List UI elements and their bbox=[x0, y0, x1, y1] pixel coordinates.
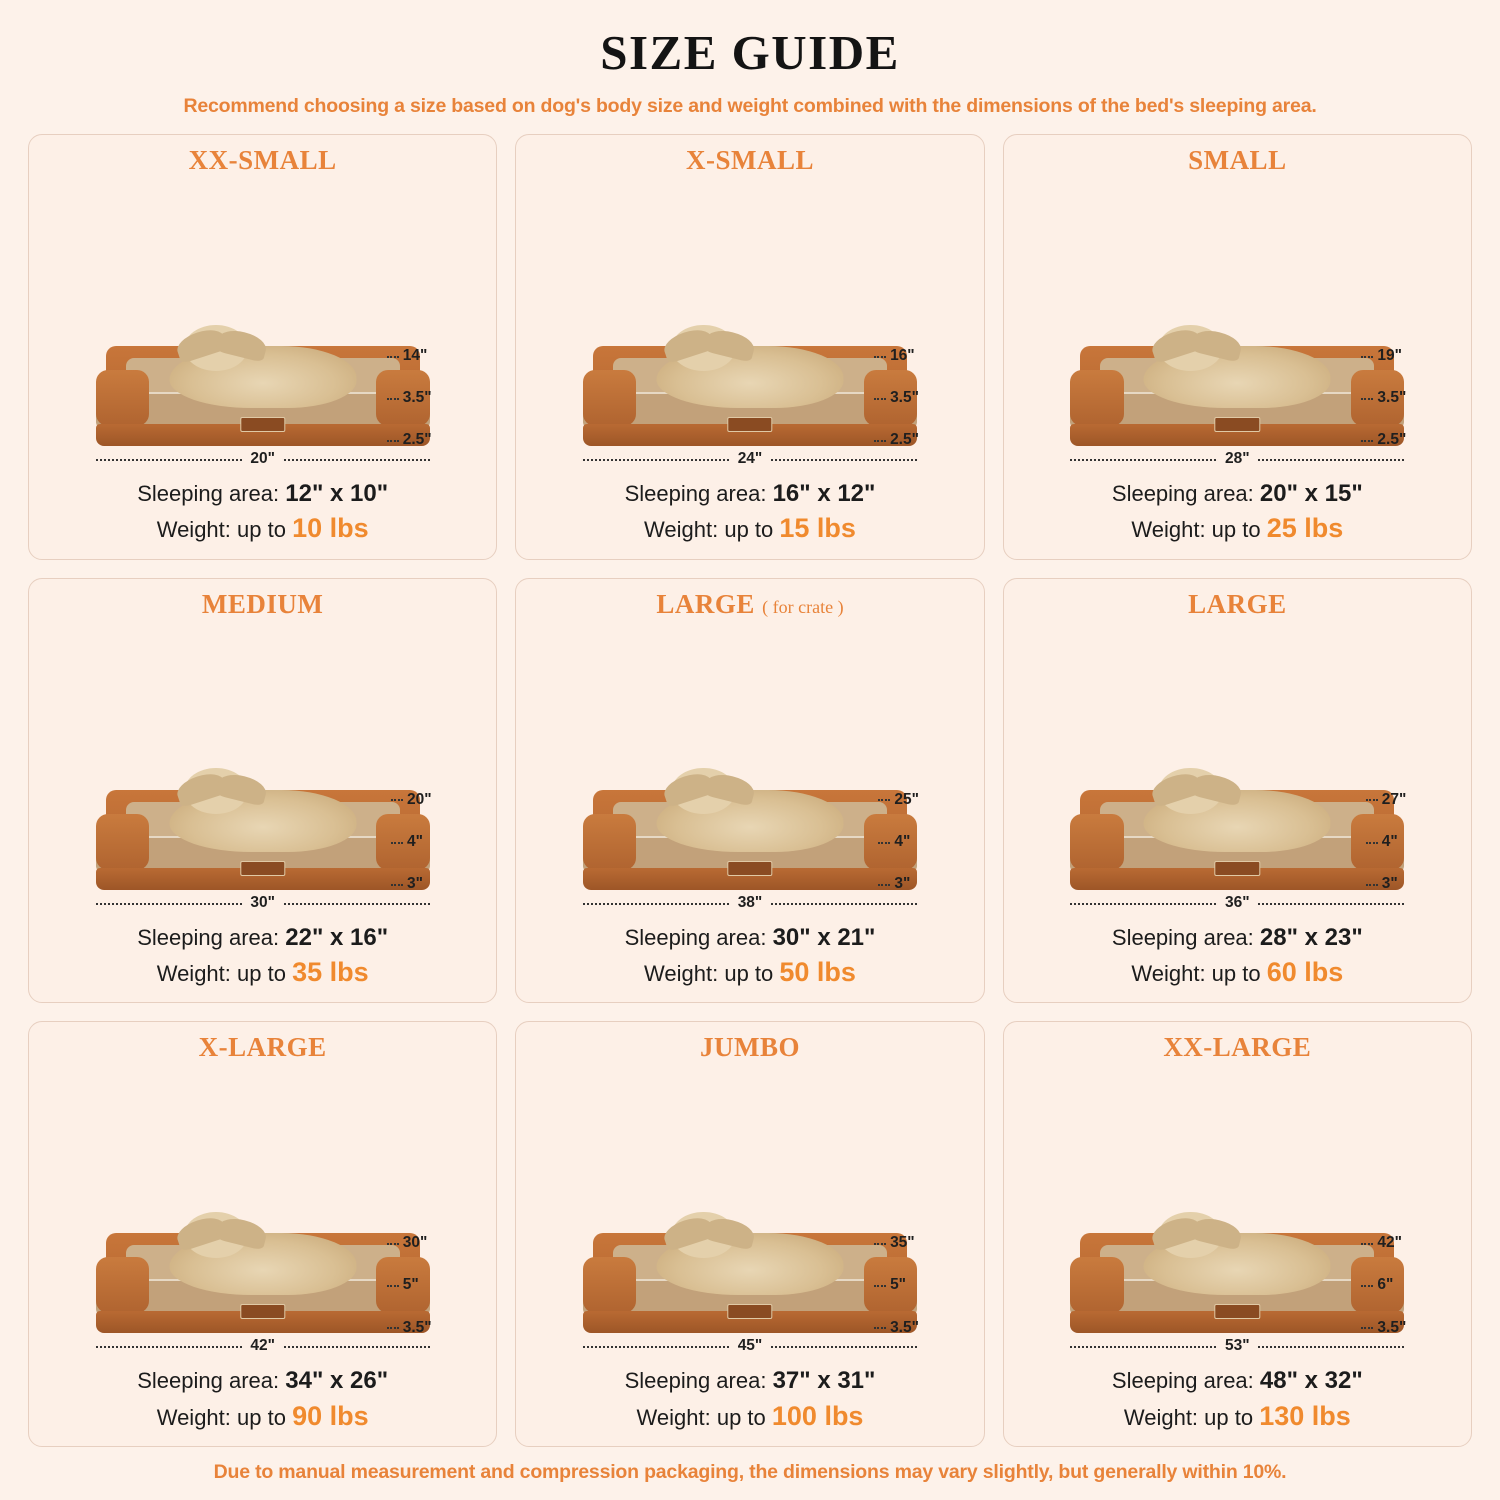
bed-bolster-left bbox=[1070, 814, 1123, 870]
bed-illustration bbox=[583, 346, 917, 468]
sleeping-area-label: Sleeping area: bbox=[137, 924, 280, 950]
sleeping-area-line bbox=[37, 1365, 488, 1397]
sleeping-area-label: Sleeping area: bbox=[137, 1368, 280, 1394]
card-title bbox=[1163, 1032, 1311, 1063]
weight-line bbox=[1012, 510, 1463, 546]
dimension-depth: 20" bbox=[391, 792, 432, 808]
dimension-base: 3.5" bbox=[1361, 1320, 1406, 1336]
sleeping-area-label: Sleeping area: bbox=[137, 480, 280, 506]
card-size-name: X-LARGE bbox=[198, 1032, 327, 1063]
dimension-depth: 14" bbox=[387, 348, 428, 364]
dimension-base: 3" bbox=[391, 876, 423, 892]
height-dimensions bbox=[1366, 792, 1407, 892]
dimension-width-value: 42" bbox=[242, 1337, 283, 1354]
size-card bbox=[1003, 1021, 1472, 1447]
dog-bed-graphic bbox=[1070, 1233, 1407, 1336]
dimension-width-value: 30" bbox=[242, 894, 283, 911]
sleeping-area-label: Sleeping area: bbox=[624, 480, 767, 506]
weight-value: 15 lbs bbox=[779, 513, 856, 544]
pet-photo bbox=[1144, 1233, 1331, 1295]
weight-value: 60 lbs bbox=[1266, 956, 1344, 987]
bed-figure bbox=[1012, 178, 1463, 472]
card-size-name: LARGE bbox=[1188, 588, 1287, 619]
dimension-depth: 27" bbox=[1366, 792, 1407, 808]
page-title: SIZE GUIDE bbox=[600, 25, 900, 80]
weight-label: Weight: up to bbox=[156, 517, 286, 543]
card-specs bbox=[1012, 1365, 1463, 1434]
dog-bed-graphic bbox=[1070, 346, 1407, 449]
weight-line bbox=[524, 510, 975, 546]
sleeping-area-line bbox=[1012, 478, 1463, 510]
height-dimensions bbox=[387, 348, 432, 448]
dimension-base: 3.5" bbox=[387, 1320, 432, 1336]
sleeping-area-line bbox=[1012, 922, 1463, 954]
bed-bolster-left bbox=[583, 1257, 636, 1313]
card-title bbox=[189, 145, 337, 176]
dimension-width-value: 38" bbox=[730, 894, 771, 911]
sleeping-area-value: 20" x 15" bbox=[1259, 479, 1363, 507]
bed-brand-tag bbox=[1215, 417, 1260, 432]
bed-illustration bbox=[1070, 346, 1407, 468]
card-specs bbox=[1012, 922, 1463, 991]
bed-figure bbox=[524, 1065, 975, 1359]
bed-bolster-left bbox=[583, 370, 636, 426]
card-title bbox=[1188, 145, 1287, 176]
dimension-base: 2.5" bbox=[387, 432, 432, 448]
dimension-bolster: 5" bbox=[387, 1277, 419, 1293]
dimension-bolster: 6" bbox=[1361, 1277, 1393, 1293]
size-card bbox=[28, 134, 497, 560]
bed-illustration bbox=[96, 1233, 430, 1355]
dog-bed-graphic bbox=[96, 790, 430, 890]
weight-label: Weight: up to bbox=[1123, 1404, 1254, 1430]
weight-label: Weight: up to bbox=[1131, 517, 1261, 543]
card-size-name: JUMBO bbox=[699, 1032, 800, 1063]
dimension-bolster: 5" bbox=[874, 1277, 906, 1293]
size-card bbox=[515, 134, 984, 560]
weight-line bbox=[1012, 954, 1463, 990]
card-size-name: X-SMALL bbox=[685, 145, 814, 175]
weight-label: Weight: up to bbox=[156, 960, 286, 986]
bed-figure bbox=[37, 1065, 488, 1359]
sleeping-area-line bbox=[1012, 1365, 1463, 1397]
weight-line bbox=[524, 1398, 975, 1434]
pet-photo bbox=[1144, 790, 1331, 852]
bed-bolster-left bbox=[583, 814, 636, 870]
bed-illustration bbox=[1070, 790, 1407, 912]
dimension-depth: 42" bbox=[1361, 1235, 1402, 1251]
sleeping-area-value: 37" x 31" bbox=[772, 1367, 876, 1395]
dimension-depth: 25" bbox=[878, 792, 919, 808]
bed-figure bbox=[1012, 622, 1463, 916]
bed-figure bbox=[37, 622, 488, 916]
dimension-width bbox=[96, 1337, 430, 1355]
dog-bed-graphic bbox=[583, 346, 919, 449]
size-card bbox=[515, 578, 984, 1004]
bed-brand-tag bbox=[240, 417, 285, 432]
size-card-grid bbox=[28, 134, 1472, 1447]
weight-line bbox=[37, 1398, 488, 1434]
sleeping-area-value: 28" x 23" bbox=[1259, 923, 1363, 951]
weight-label: Weight: up to bbox=[636, 1404, 766, 1430]
bed-brand-tag bbox=[727, 417, 772, 432]
dimension-bolster: 4" bbox=[878, 834, 910, 850]
dimension-width-value: 28" bbox=[1217, 450, 1258, 467]
bed-figure bbox=[524, 622, 975, 916]
sleeping-area-label: Sleeping area: bbox=[1111, 924, 1254, 950]
height-dimensions bbox=[874, 1235, 919, 1335]
sleeping-area-line bbox=[37, 922, 488, 954]
sleeping-area-line bbox=[524, 922, 975, 954]
dimension-bolster: 3.5" bbox=[1361, 390, 1406, 406]
card-title bbox=[202, 589, 323, 620]
card-specs bbox=[524, 1365, 975, 1434]
height-dimensions bbox=[1361, 348, 1406, 448]
size-card bbox=[515, 1021, 984, 1447]
dimension-depth: 16" bbox=[874, 348, 915, 364]
bed-brand-tag bbox=[1215, 1304, 1260, 1319]
dimension-width bbox=[96, 894, 430, 912]
weight-value: 100 lbs bbox=[771, 1400, 864, 1431]
bed-brand-tag bbox=[240, 861, 285, 876]
weight-label: Weight: up to bbox=[156, 1404, 286, 1430]
dimension-width bbox=[583, 894, 917, 912]
dimension-base: 3" bbox=[1366, 876, 1398, 892]
dimension-width-value: 24" bbox=[730, 450, 771, 467]
size-card bbox=[28, 578, 497, 1004]
dog-bed-graphic bbox=[96, 346, 432, 449]
page-subtitle: Recommend choosing a size based on dog's body size and weight combined with the dimensions of the bed's sleeping area. bbox=[183, 95, 1317, 117]
card-specs bbox=[524, 478, 975, 547]
sleeping-area-line bbox=[524, 478, 975, 510]
pet-photo bbox=[656, 346, 843, 408]
card-size-name: MEDIUM bbox=[201, 588, 324, 619]
weight-value: 25 lbs bbox=[1266, 513, 1344, 544]
bed-figure bbox=[1012, 1065, 1463, 1359]
dimension-base: 3" bbox=[878, 876, 910, 892]
bed-figure bbox=[524, 178, 975, 472]
card-title bbox=[656, 589, 843, 620]
bed-bolster-left bbox=[96, 370, 149, 426]
dimension-depth: 30" bbox=[387, 1235, 428, 1251]
sleeping-area-value: 48" x 32" bbox=[1259, 1367, 1363, 1395]
weight-value: 50 lbs bbox=[779, 956, 856, 987]
dimension-width-value: 53" bbox=[1217, 1337, 1258, 1354]
dimension-depth: 19" bbox=[1361, 348, 1402, 364]
pet-photo bbox=[169, 790, 356, 852]
card-specs bbox=[37, 1365, 488, 1434]
height-dimensions bbox=[874, 348, 919, 448]
dimension-base: 2.5" bbox=[1361, 432, 1406, 448]
dog-bed-graphic bbox=[583, 790, 917, 890]
dimension-bolster: 4" bbox=[1366, 834, 1398, 850]
dog-bed-graphic bbox=[583, 1233, 919, 1336]
sleeping-area-value: 22" x 16" bbox=[285, 923, 389, 951]
dog-bed-graphic bbox=[1070, 790, 1407, 892]
dimension-width bbox=[583, 1337, 917, 1355]
footer-note: Due to manual measurement and compression packaging, the dimensions may vary slightly, but generally within 10%. bbox=[213, 1461, 1287, 1483]
bed-bolster-left bbox=[96, 814, 149, 870]
card-title bbox=[686, 145, 814, 176]
card-title bbox=[700, 1032, 800, 1063]
pet-photo bbox=[656, 1233, 843, 1295]
sleeping-area-label: Sleeping area: bbox=[624, 924, 767, 950]
dimension-width-value: 45" bbox=[730, 1337, 771, 1354]
card-specs bbox=[524, 922, 975, 991]
dimension-width bbox=[96, 450, 430, 468]
sleeping-area-value: 30" x 21" bbox=[772, 923, 876, 951]
card-size-name: XX-LARGE bbox=[1163, 1032, 1312, 1063]
dimension-width bbox=[1070, 450, 1404, 468]
dimension-bolster: 3.5" bbox=[387, 390, 432, 406]
weight-value: 130 lbs bbox=[1259, 1400, 1351, 1431]
bed-illustration bbox=[96, 790, 430, 912]
dimension-base: 2.5" bbox=[874, 432, 919, 448]
dog-bed-graphic bbox=[96, 1233, 432, 1336]
card-title bbox=[199, 1032, 327, 1063]
weight-line bbox=[37, 510, 488, 546]
bed-figure bbox=[37, 178, 488, 472]
height-dimensions bbox=[391, 792, 432, 892]
dimension-width bbox=[1070, 894, 1404, 912]
dimension-width bbox=[1070, 1337, 1404, 1355]
pet-photo bbox=[1144, 346, 1331, 408]
pet-photo bbox=[656, 790, 843, 852]
weight-value: 10 lbs bbox=[292, 513, 369, 544]
size-card bbox=[1003, 578, 1472, 1004]
dimension-base: 3.5" bbox=[874, 1320, 919, 1336]
height-dimensions bbox=[1361, 1235, 1406, 1335]
weight-line bbox=[524, 954, 975, 990]
dimension-depth: 35" bbox=[874, 1235, 915, 1251]
weight-value: 35 lbs bbox=[292, 956, 369, 987]
dimension-bolster: 3.5" bbox=[874, 390, 919, 406]
sleeping-area-label: Sleeping area: bbox=[624, 1368, 767, 1394]
pet-photo bbox=[169, 1233, 356, 1295]
card-specs bbox=[37, 922, 488, 991]
size-card bbox=[1003, 134, 1472, 560]
sleeping-area-line bbox=[524, 1365, 975, 1397]
sleeping-area-value: 16" x 12" bbox=[772, 479, 876, 507]
height-dimensions bbox=[878, 792, 919, 892]
bed-illustration bbox=[1070, 1233, 1407, 1355]
bed-bolster-left bbox=[1070, 1257, 1123, 1313]
weight-label: Weight: up to bbox=[644, 517, 774, 543]
bed-illustration bbox=[96, 346, 430, 468]
card-specs bbox=[37, 478, 488, 547]
bed-brand-tag bbox=[727, 1304, 772, 1319]
weight-line bbox=[1012, 1398, 1463, 1434]
card-size-name: XX-SMALL bbox=[188, 145, 337, 175]
pet-photo bbox=[169, 346, 356, 408]
card-title bbox=[1188, 589, 1287, 620]
bed-illustration bbox=[583, 790, 917, 912]
weight-label: Weight: up to bbox=[1131, 960, 1261, 986]
sleeping-area-value: 34" x 26" bbox=[285, 1367, 389, 1395]
bed-brand-tag bbox=[1215, 861, 1260, 876]
weight-value: 90 lbs bbox=[292, 1400, 369, 1431]
dimension-width-value: 20" bbox=[242, 450, 283, 467]
size-card bbox=[28, 1021, 497, 1447]
card-size-name: SMALL bbox=[1188, 145, 1287, 175]
card-size-note: ( for crate ) bbox=[762, 596, 844, 617]
bed-brand-tag bbox=[240, 1304, 285, 1319]
sleeping-area-line bbox=[37, 478, 488, 510]
weight-label: Weight: up to bbox=[644, 960, 774, 986]
card-specs bbox=[1012, 478, 1463, 547]
bed-bolster-left bbox=[1070, 370, 1123, 426]
bed-illustration bbox=[583, 1233, 917, 1355]
bed-brand-tag bbox=[727, 861, 772, 876]
dimension-bolster: 4" bbox=[391, 834, 423, 850]
sleeping-area-value: 12" x 10" bbox=[285, 479, 389, 507]
sleeping-area-label: Sleeping area: bbox=[1111, 1368, 1254, 1394]
height-dimensions bbox=[387, 1235, 432, 1335]
card-size-name: LARGE bbox=[656, 588, 755, 619]
bed-bolster-left bbox=[96, 1257, 149, 1313]
dimension-width-value: 36" bbox=[1217, 894, 1258, 911]
sleeping-area-label: Sleeping area: bbox=[1111, 480, 1254, 506]
dimension-width bbox=[583, 450, 917, 468]
weight-line bbox=[37, 954, 488, 990]
